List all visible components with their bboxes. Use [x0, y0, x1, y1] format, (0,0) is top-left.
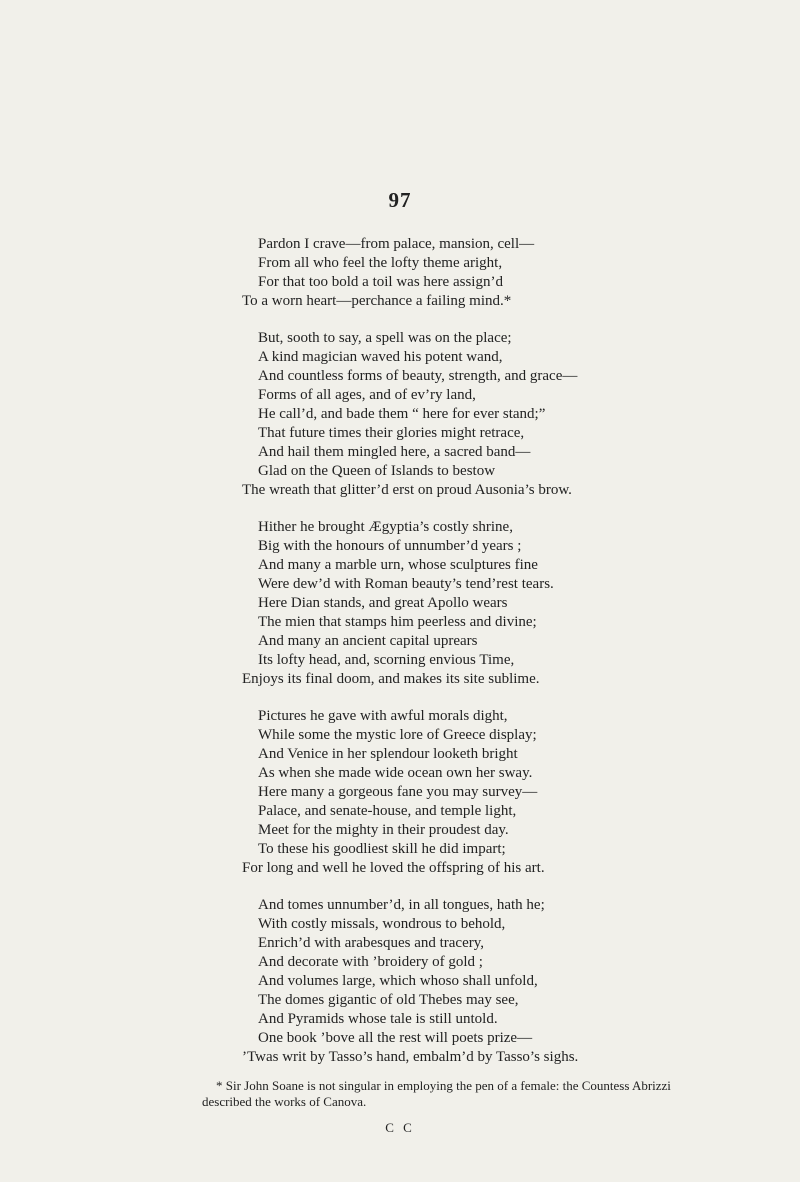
verse-line: For that too bold a toil was here assign’d: [258, 274, 503, 290]
verse-line: As when she made wide ocean own her sway.: [258, 765, 533, 781]
verse-line: For long and well he loved the offspring of his art.: [242, 860, 545, 876]
verse-line: The mien that stamps him peerless and divine;: [258, 614, 537, 630]
footnote-line: described the works of Canova.: [202, 1094, 367, 1109]
verse-line: Glad on the Queen of Islands to bestow: [258, 463, 496, 479]
verse-line: And hail them mingled here, a sacred band—: [258, 444, 531, 460]
verse-line: One book ’bove all the rest will poets prize—: [258, 1030, 533, 1046]
verse-line: Hither he brought Ægyptia’s costly shrine,: [258, 519, 513, 535]
verse-line: The wreath that glitter’d erst on proud Ausonia’s brow.: [242, 482, 572, 498]
signature-mark: C C: [385, 1120, 415, 1135]
verse-line: Meet for the mighty in their proudest day.: [258, 822, 509, 838]
verse-line: And many a marble urn, whose sculptures fine: [258, 557, 538, 573]
verse-line: To these his goodliest skill he did impart;: [258, 841, 506, 857]
verse-line: A kind magician waved his potent wand,: [258, 349, 503, 365]
verse-line: And Venice in her splendour looketh bright: [258, 746, 518, 762]
verse-line: From all who feel the lofty theme aright,: [258, 255, 503, 271]
verse-line: And volumes large, which whoso shall unfold,: [258, 973, 538, 989]
verse-line: The domes gigantic of old Thebes may see,: [258, 992, 519, 1008]
verse-line: Enrich’d with arabesques and tracery,: [258, 935, 485, 951]
verse-line: That future times their glories might retrace,: [258, 425, 525, 441]
verse-line: ’Twas writ by Tasso’s hand, embalm’d by Tasso’s sighs.: [242, 1049, 579, 1065]
verse-line: Pardon I crave—from palace, mansion, cell—: [258, 236, 535, 252]
verse-line: And many an ancient capital uprears: [258, 633, 478, 649]
verse-line: Enjoys its final doom, and makes its site sublime.: [242, 671, 540, 687]
verse-line: Were dew’d with Roman beauty’s tend’rest tears.: [258, 576, 554, 592]
verse-line: And tomes unnumber’d, in all tongues, hath he;: [258, 897, 545, 913]
verse-line: Its lofty head, and, scorning envious Time,: [258, 652, 515, 668]
verse-line: And decorate with ’broidery of gold ;: [258, 954, 483, 970]
verse-line: He call’d, and bade them “ here for ever stand;”: [258, 406, 546, 422]
verse-line: And countless forms of beauty, strength, and grace—: [258, 368, 578, 384]
verse-line: And Pyramids whose tale is still untold.: [258, 1011, 498, 1027]
verse-line: Pictures he gave with awful morals dight,: [258, 708, 508, 724]
footnote-line: * Sir John Soane is not singular in employing the pen of a female: the Countess Abrizzi: [216, 1078, 671, 1093]
verse-line: Forms of all ages, and of ev’ry land,: [258, 387, 476, 403]
verse-line: Here many a gorgeous fane you may survey—: [258, 784, 538, 800]
verse-line: But, sooth to say, a spell was on the place;: [258, 330, 512, 346]
verse-line: Big with the honours of unnumber’d years ;: [258, 538, 522, 554]
page-number: 97: [388, 188, 412, 212]
verse-line: With costly missals, wondrous to behold,: [258, 916, 506, 932]
verse-line: To a worn heart—perchance a failing mind.*: [242, 293, 512, 309]
verse-line: Palace, and senate-house, and temple light,: [258, 803, 517, 819]
verse-line: While some the mystic lore of Greece display;: [258, 727, 537, 743]
verse-line: Here Dian stands, and great Apollo wears: [258, 595, 508, 611]
